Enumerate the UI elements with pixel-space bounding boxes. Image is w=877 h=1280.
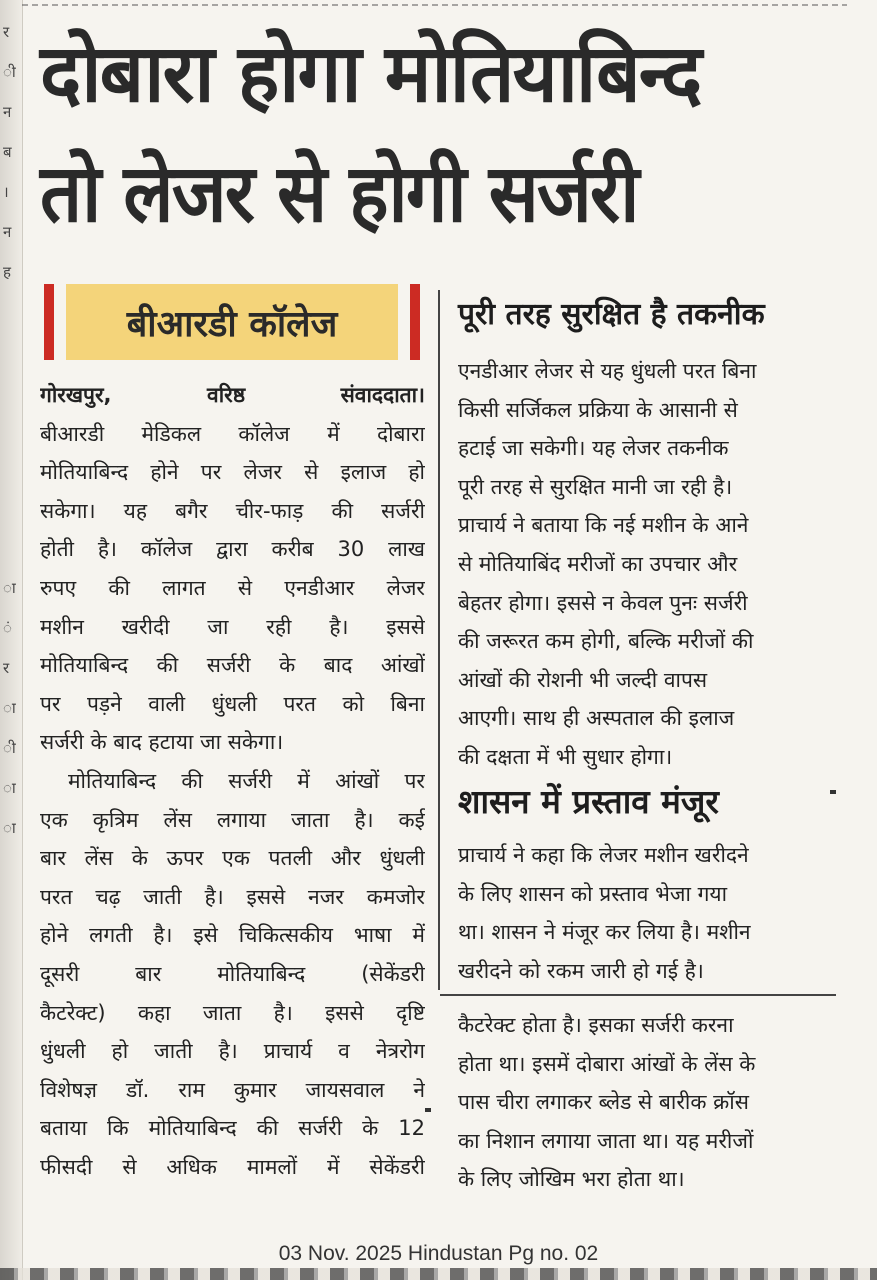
body-line: दूसरी बार मोतियाबिन्द (सेकेंडरी (40, 961, 425, 986)
box-bottom-divider (440, 994, 836, 996)
body-line: बीआरडी मेडिकल कॉलेज में दोबारा (40, 421, 425, 446)
body-line: होती है। कॉलेज द्वारा करीब 30 लाख (40, 537, 425, 562)
edge-char: ह (3, 263, 11, 281)
body-line: का निशान लगाया जाता था। यह मरीजों (458, 1128, 754, 1153)
body-line: होने लगती है। इसे चिकित्सकीय भाषा में (40, 923, 425, 948)
section-heading-safety: पूरी तरह सुरक्षित है तकनीक (458, 297, 765, 332)
edge-char: । (3, 183, 9, 201)
body-line: कैटरेक्ट होता है। इसका सर्जरी करना (458, 1013, 734, 1037)
kicker-label (44, 280, 420, 364)
body-line: एक कृत्रिम लेंस लगाया जाता है। कई (40, 807, 425, 832)
body-line: के लिए जोखिम भरा होता था। (458, 1167, 685, 1192)
body-line: की जरूरत कम होगी, बल्कि मरीजों की (458, 629, 754, 654)
headline-line-2: तो लेजर से होगी सर्जरी (40, 147, 638, 240)
edge-char: ब (3, 143, 12, 161)
left-column (40, 376, 425, 1186)
continuation-body (458, 1006, 830, 1199)
adjacent-page-edge (0, 0, 23, 1280)
approval-section-body (458, 836, 830, 990)
body-line: के लिए शासन को प्रस्ताव भेजा गया (458, 881, 728, 906)
body-line: कैटरेक्ट) कहा जाता है। इससे दृष्टि (40, 1000, 425, 1025)
body-line: धुंधली हो जाती है। प्राचार्य व नेत्ररोग (40, 1039, 425, 1064)
edge-char: ा (3, 579, 16, 597)
edge-char: ी (3, 63, 16, 81)
kicker-text: बीआरडी कॉलेज (66, 284, 398, 360)
body-line: बेहतर होगा। इससे न केवल पुनः सर्जरी (458, 590, 748, 615)
body-line: की दक्षता में भी सुधार होगा। (458, 744, 673, 769)
section-heading-approval: शासन में प्रस्ताव मंजूर (458, 782, 719, 821)
body-line: फीसदी से अधिक मामलों में सेकेंडरी (40, 1154, 425, 1179)
body-line: विशेषज्ञ डॉ. राम कुमार जायसवाल ने (40, 1077, 425, 1102)
body-line: होता था। इसमें दोबारा आंखों के लेंस के (458, 1051, 756, 1076)
column-divider (438, 290, 440, 990)
next-article-edge (0, 1268, 877, 1280)
edge-char: ं (3, 619, 12, 637)
print-speck (830, 790, 836, 794)
body-line: सकेगा। यह बगैर चीर-फाड़ की सर्जरी (40, 498, 425, 523)
body-line: बार लेंस के ऊपर एक पतली और धुंधली (40, 846, 425, 871)
byline: गोरखपुर, वरिष्ठ संवाददाता। (40, 383, 425, 407)
body-line: प्राचार्य ने कहा कि लेजर मशीन खरीदने (458, 843, 749, 867)
edge-char: ा (3, 819, 16, 837)
edge-char: र (3, 23, 10, 41)
body-line: मोतियाबिन्द की सर्जरी में आंखों पर (68, 768, 425, 793)
body-line: पर पड़ने वाली धुंधली परत को बिना (40, 691, 425, 716)
body-line: परत चढ़ जाती है। इससे नजर कमजोर (40, 884, 425, 909)
headline-line-1: दोबारा होगा मोतियाबिन्द (40, 27, 701, 120)
kicker-bar-right (410, 284, 420, 360)
body-line: मोतियाबिन्द होने पर लेजर से इलाज हो (40, 460, 425, 485)
edge-char: ा (3, 779, 16, 797)
body-line: सर्जरी के बाद हटाया जा सकेगा। (40, 730, 284, 755)
body-line: मशीन खरीदी जा रही है। इससे (40, 614, 425, 639)
body-line: बताया कि मोतियाबिन्द की सर्जरी के 12 (40, 1116, 425, 1141)
body-line: रुपए की लागत से एनडीआर लेजर (40, 575, 425, 600)
source-caption: 03 Nov. 2025 Hindustan Pg no. 02 (278, 1242, 599, 1265)
body-line: हटाई जा सकेगी। यह लेजर तकनीक (458, 436, 729, 461)
print-speck (425, 1108, 431, 1112)
body-line: से मोतियाबिंद मरीजों का उपचार और (458, 551, 738, 576)
body-line: आंखों की रोशनी भी जल्दी वापस (458, 667, 708, 692)
edge-char: र (3, 659, 10, 677)
edge-char: ा (3, 699, 16, 717)
edge-char: ी (3, 739, 16, 757)
body-line: प्राचार्य ने बताया कि नई मशीन के आने (458, 513, 749, 538)
edge-char: न (3, 103, 12, 121)
body-line: था। शासन ने मंजूर कर लिया है। मशीन (458, 920, 751, 945)
body-line: पूरी तरह से सुरक्षित मानी जा रही है। (458, 474, 733, 499)
body-line: किसी सर्जिकल प्रक्रिया के आसानी से (458, 397, 738, 422)
body-line: पास चीरा लगाकर ब्लेड से बारीक क्रॉस (458, 1090, 749, 1115)
edge-char: न (3, 223, 12, 241)
safety-section-body (458, 352, 830, 777)
top-divider (22, 4, 847, 6)
body-line: एनडीआर लेजर से यह धुंधली परत बिना (458, 359, 757, 383)
body-line: खरीदने को रकम जारी हो गई है। (458, 958, 704, 983)
body-line: आएगी। साथ ही अस्पताल की इलाज (458, 706, 735, 731)
kicker-bar-left (44, 284, 54, 360)
body-line: मोतियाबिन्द की सर्जरी के बाद आंखों (40, 653, 425, 678)
